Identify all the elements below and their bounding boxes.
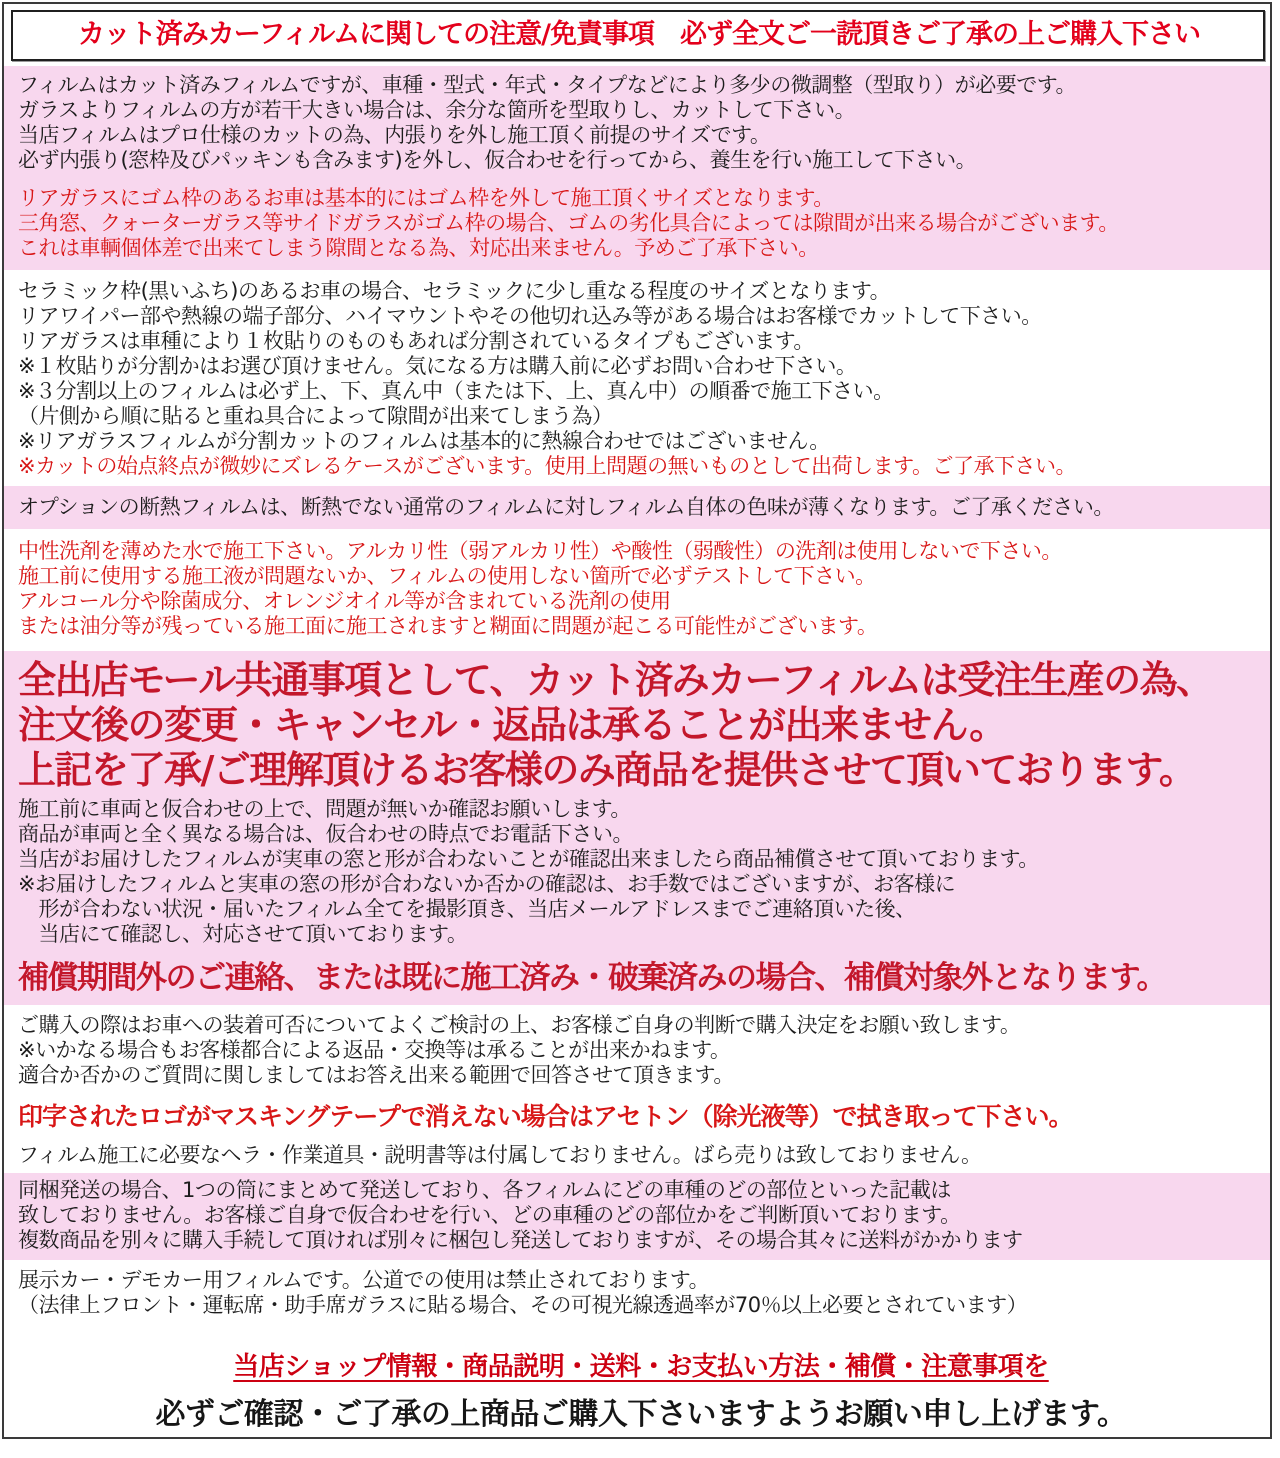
text-line: 適合か否かのご質問に関しましてはお答え出来る範囲で回答させて頂きます。 [18, 1063, 734, 1087]
text-line: 形が合わない状況・届いたフィルム全てを撮影頂き、当店メールアドレスまでご連絡頂いた後、 [18, 897, 916, 921]
spacer [18, 173, 1264, 186]
text-line: これは車輌個体差で出来てしまう隙間となる為、対応出来ません。予めご了承下さい。 [18, 236, 819, 260]
footer-confirmation [18, 1396, 1264, 1439]
text-line: リアガラスにゴム枠のあるお車は基本的にはゴム枠を外して施工頂くサイズとなります。 [18, 186, 834, 210]
shop-info-link[interactable]: 当店ショップ情報・商品説明・送料・お支払い方法・補償・注意事項を [233, 1352, 1049, 1382]
notice-document [2, 2, 1272, 1439]
section-intro [4, 66, 1270, 270]
text-line: ガラスよりフィルムの方が若干大きい場合は、余分な箇所を型取りし、カットして下さい。 [18, 98, 856, 122]
text-line: オプションの断熱フィルムは、断熱でない通常のフィルムに対しフィルム自体の色味が薄くなります。ご了承ください。 [18, 495, 1114, 519]
text-line: 当店フィルムはプロ仕様のカットの為、内張りを外し施工頂く前提のサイズです。 [18, 123, 771, 147]
section-display-car [4, 1260, 1270, 1439]
text-line: 複数商品を別々に購入手続して頂ければ別々に梱包し発送しておりますが、その場合其々に送料がかかります [18, 1228, 1023, 1252]
text-line: （法律上フロント・運転席・助手席ガラスに貼る場合、その可視光線透過率が70％以上必要とされています） [18, 1293, 1028, 1317]
text-line: セラミック枠(黒いふち)のあるお車の場合、セラミックに少し重なる程度のサイズとなります。 [18, 279, 891, 303]
text-line: アルコール分や除菌成分、オレンジオイル等が含まれている洗剤の使用 [18, 589, 671, 613]
section-purchase [4, 1005, 1270, 1173]
spacer [18, 1318, 1264, 1350]
section-option-film [4, 486, 1270, 529]
text-line: フィルムはカット済みフィルムですが、車種・型式・年式・タイプなどにより多少の微調整（型取り）が必要です。 [18, 73, 1077, 97]
text-line: 商品が車両と全く異なる場合は、仮合わせの時点でお電話下さい。 [18, 822, 633, 846]
footer-confirmation-text: 必ずご確認・ご了承の上商品ご購入下さいますようお願い申し上げます。 [141, 1396, 1140, 1439]
text-line: 致しておりません。お客様ご自身で仮合わせを行い、どの車種のどの部位かをご判断頂いております。 [18, 1203, 961, 1227]
text-line: ※カットの始点終点が微妙にズレるケースがございます。使用上問題の無いものとして出荷します。ご了承下さい。 [18, 454, 1076, 478]
headline-warranty: 補償期間外のご連絡、または既に施工済み・破棄済みの場合、補償対象外となります。 [18, 960, 1167, 996]
text-line: 当店がお届けしたフィルムが実車の窓と形が合わないことが確認出来ましたら商品補償させて頂いております。 [18, 847, 1039, 871]
headline-no-cancel: 全出店モール共通事項として、カット済みカーフィルムは受注生産の為、 [18, 658, 1213, 702]
spacer [18, 1088, 1264, 1101]
section-bundle-shipping [4, 1173, 1270, 1260]
text-line: リアワイパー部や熱線の端子部分、ハイマウントやその他切れ込み等がある場合はお客様でカットして下さい。 [18, 304, 1042, 328]
text-line: ※お届けしたフィルムと実車の窓の形が合わないか否かの確認は、お手数ではございますが、お客様に [18, 872, 956, 896]
section-ceramic [4, 270, 1270, 486]
text-line: または油分等が残っている施工面に施工されますと糊面に問題が起こる可能性がございます。 [18, 614, 878, 638]
header-box [11, 10, 1265, 61]
page-title: カット済みカーフィルムに関しての注意/免責事項 必ず全文ご一読頂きご了承の上ご購入下さい [78, 19, 1200, 50]
text-line: （片側から順に貼ると重ね具合によって隙間が出来てしまう為） [18, 404, 613, 428]
text-line: 展示カー・デモカー用フィルムです。公道での使用は禁止されております。 [18, 1268, 710, 1292]
headline-logo-removal: 印字されたロゴがマスキングテープで消えない場合はアセトン（除光液等）で拭き取って下さい。 [18, 1102, 1073, 1131]
spacer [18, 1133, 1264, 1143]
text-line: ※１枚貼りが分割かはお選び頂けません。気になる方は購入前に必ずお問い合わせ下さい。 [18, 354, 857, 378]
text-line: 同梱発送の場合、1つの筒にまとめて発送しており、各フィルムにどの車種のどの部位といった記載は [18, 1178, 951, 1202]
text-line: ご購入の際はお車への装着可否についてよくご検討の上、お客様ご自身の判断で購入決定をお願い致します。 [18, 1013, 1021, 1037]
text-line: 三角窓、クォーターガラス等サイドガラスがゴム枠の場合、ゴムの劣化具合によっては隙間が出来る場合がございます。 [18, 211, 1119, 235]
headline-no-cancel: 上記を了承/ご理解頂けるお客様のみ商品を提供させて頂いております。 [18, 748, 1196, 792]
text-line: 必ず内張り(窓枠及びパッキンも含みます)を外し、仮合わせを行ってから、養生を行い施工して下さい。 [18, 148, 977, 172]
text-line: 施工前に使用する施工液が問題ないか、フィルムの使用しない箇所で必ずテストして下さい。 [18, 564, 876, 588]
text-line: 当店にて確認し、対応させて頂いております。 [18, 922, 468, 946]
section-mall-terms [4, 651, 1270, 1005]
text-line: 施工前に車両と仮合わせの上で、問題が無いか確認お願いします。 [18, 797, 631, 821]
text-line: ※リアガラスフィルムが分割カットのフィルムは基本的に熱線合わせではございません。 [18, 429, 830, 453]
spacer [18, 1384, 1264, 1396]
text-line: 中性洗剤を薄めた水で施工下さい。アルカリ性（弱アルカリ性）や酸性（弱酸性）の洗剤は使用しないで下さい。 [18, 539, 1062, 563]
text-line: ※３分割以上のフィルムは必ず上、下、真ん中（または下、上、真ん中）の順番で施工下さい。 [18, 379, 894, 403]
text-line: フィルム施工に必要なヘラ・作業道具・説明書等は付属しておりません。ばら売りは致しておりません。 [18, 1143, 982, 1167]
text-line: リアガラスは車種により１枚貼りのものもあれば分割されているタイプもございます。 [18, 329, 814, 353]
header-area [4, 4, 1270, 66]
spacer [18, 947, 1264, 959]
text-line: ※いかなる場合もお客様都合による返品・交換等は承ることが出来かねます。 [18, 1038, 731, 1062]
footer-link-row [18, 1350, 1264, 1384]
headline-no-cancel: 注文後の変更・キャンセル・返品は承ることが出来ません。 [18, 703, 1006, 747]
section-detergent [4, 529, 1270, 651]
